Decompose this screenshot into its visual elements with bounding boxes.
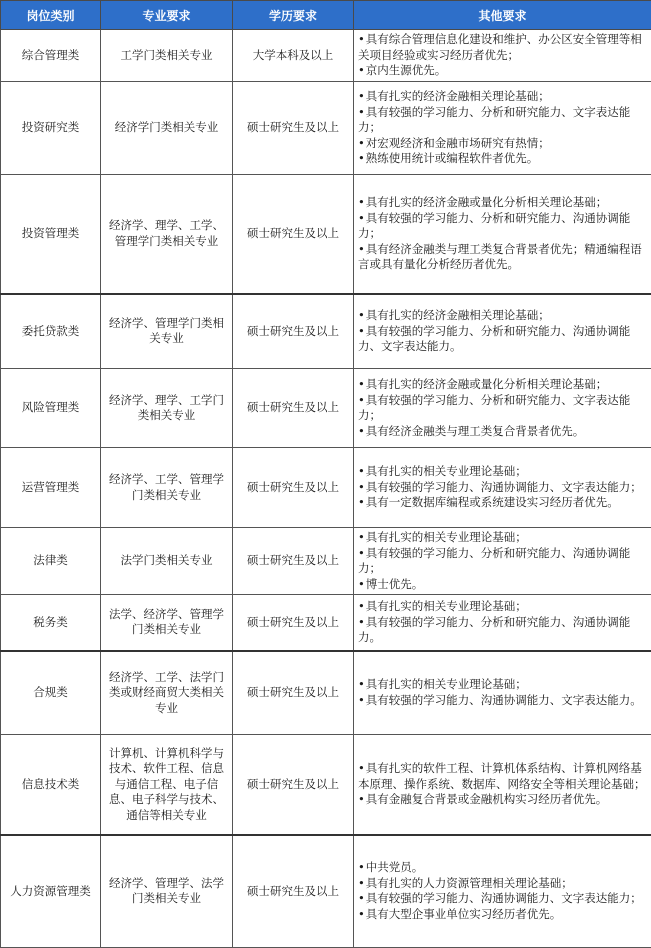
position-category: 运营管理类 (1, 448, 101, 528)
education-requirement: 硕士研究生及以上 (233, 528, 354, 595)
list-item (358, 324, 648, 355)
list-item (358, 464, 648, 480)
requirement-list (358, 32, 648, 79)
bullet-icon: • (358, 393, 365, 407)
requirement-text: 具有扎实的软件工程、计算机体系结构、计算机网络基本原理、操作系统、数据库、网络安全等相关理论基础； (358, 761, 646, 791)
list-item (358, 32, 648, 63)
bullet-icon: • (358, 89, 365, 103)
bullet-icon: • (358, 195, 365, 209)
education-requirement: 大学本科及以上 (233, 30, 354, 82)
list-item (358, 792, 648, 808)
bullet-icon: • (358, 761, 365, 775)
other-requirements (354, 369, 651, 448)
list-item (358, 211, 648, 242)
requirement-text: 博士优先。 (366, 577, 424, 591)
table-row (1, 735, 651, 835)
bullet-icon: • (358, 907, 365, 921)
table-row (1, 651, 651, 735)
requirement-list (358, 677, 648, 708)
bullet-icon: • (358, 32, 365, 46)
requirement-list (358, 89, 648, 167)
requirement-text: 具有较强的学习能力、沟通协调能力、文字表达能力。 (366, 693, 642, 707)
bullet-icon: • (358, 151, 365, 165)
list-item (358, 151, 648, 167)
bullet-icon: • (358, 480, 365, 494)
major-requirement: 经济学、工学、法学门类或财经商贸大类相关专业 (101, 651, 233, 735)
header-category: 岗位类别 (1, 1, 101, 30)
education-requirement: 硕士研究生及以上 (233, 82, 354, 175)
requirement-text: 具有扎实的经济金融相关理论基础； (366, 89, 550, 103)
table-row (1, 294, 651, 369)
header-other: 其他要求 (354, 1, 651, 30)
bullet-icon: • (358, 876, 365, 890)
bullet-icon: • (358, 105, 365, 119)
requirement-text: 具有经济金融类与理工类复合背景者优先；精通编程语言或具有量化分析经历者优先。 (358, 242, 642, 272)
other-requirements (354, 735, 651, 835)
requirement-list (358, 377, 648, 439)
header-major: 专业要求 (101, 1, 233, 30)
list-item (358, 891, 648, 907)
table-row (1, 82, 651, 175)
major-requirement: 经济学、管理学门类相关专业 (101, 294, 233, 369)
major-requirement: 经济学、理学、工学、管理学门类相关专业 (101, 175, 233, 294)
other-requirements (354, 595, 651, 651)
requirement-text: 具有扎实的相关专业理论基础； (366, 677, 527, 691)
education-requirement: 硕士研究生及以上 (233, 175, 354, 294)
list-item (358, 136, 648, 152)
position-category: 投资管理类 (1, 175, 101, 294)
education-requirement: 硕士研究生及以上 (233, 835, 354, 948)
position-category: 合规类 (1, 651, 101, 735)
table-row (1, 175, 651, 294)
other-requirements (354, 651, 651, 735)
education-requirement: 硕士研究生及以上 (233, 448, 354, 528)
bullet-icon: • (358, 324, 365, 338)
list-item (358, 615, 648, 646)
requirement-list (358, 308, 648, 355)
education-requirement: 硕士研究生及以上 (233, 369, 354, 448)
position-category: 投资研究类 (1, 82, 101, 175)
bullet-icon: • (358, 792, 365, 806)
table-body (1, 30, 651, 948)
list-item (358, 761, 648, 792)
list-item (358, 377, 648, 393)
major-requirement: 计算机、计算机科学与技术、软件工程、信息与通信工程、电子信息、电子科学与技术、通信等相关专业 (101, 735, 233, 835)
bullet-icon: • (358, 677, 365, 691)
position-category: 委托贷款类 (1, 294, 101, 369)
bullet-icon: • (358, 377, 365, 391)
list-item (358, 424, 648, 440)
header-education: 学历要求 (233, 1, 354, 30)
education-requirement: 硕士研究生及以上 (233, 651, 354, 735)
requirement-list (358, 530, 648, 592)
requirement-text: 具有一定数据库编程或系统建设实习经历者优先。 (366, 495, 619, 509)
major-requirement: 经济学、工学、管理学门类相关专业 (101, 448, 233, 528)
bullet-icon: • (358, 599, 365, 613)
requirement-text: 具有经济金融类与理工类复合背景者优先。 (366, 424, 585, 438)
position-category: 综合管理类 (1, 30, 101, 82)
requirement-text: 熟练使用统计或编程软件者优先。 (366, 151, 539, 165)
requirement-text: 具有扎实的相关专业理论基础； (366, 599, 527, 613)
position-category: 税务类 (1, 595, 101, 651)
position-category: 人力资源管理类 (1, 835, 101, 948)
requirement-list (358, 464, 648, 511)
other-requirements (354, 835, 651, 948)
bullet-icon: • (358, 615, 365, 629)
requirement-list (358, 761, 648, 808)
header-row (1, 1, 651, 30)
requirement-text: 具有较强的学习能力、分析和研究能力、文字表达能力； (358, 105, 630, 135)
bullet-icon: • (358, 308, 365, 322)
requirement-text: 具有扎实的经济金融或量化分析相关理论基础； (366, 195, 608, 209)
position-category: 风险管理类 (1, 369, 101, 448)
requirement-text: 中共党员。 (366, 860, 424, 874)
bullet-icon: • (358, 860, 365, 874)
requirement-text: 具有扎实的相关专业理论基础； (366, 464, 527, 478)
requirement-list (358, 195, 648, 273)
list-item (358, 677, 648, 693)
bullet-icon: • (358, 495, 365, 509)
table-row (1, 595, 651, 651)
bullet-icon: • (358, 530, 365, 544)
other-requirements (354, 82, 651, 175)
requirement-text: 对宏观经济和金融市场研究有热情； (366, 136, 550, 150)
list-item (358, 308, 648, 324)
major-requirement: 工学门类相关专业 (101, 30, 233, 82)
major-requirement: 经济学、管理学、法学门类相关专业 (101, 835, 233, 948)
major-requirement: 经济学、理学、工学门类相关专业 (101, 369, 233, 448)
bullet-icon: • (358, 424, 365, 438)
list-item (358, 693, 648, 709)
education-requirement: 硕士研究生及以上 (233, 595, 354, 651)
list-item (358, 105, 648, 136)
requirement-text: 具有较强的学习能力、分析和研究能力、沟通协调能力、文字表达能力。 (358, 324, 630, 354)
list-item (358, 495, 648, 511)
list-item (358, 89, 648, 105)
table-row (1, 369, 651, 448)
education-requirement: 硕士研究生及以上 (233, 735, 354, 835)
list-item (358, 242, 648, 273)
list-item (358, 63, 648, 79)
bullet-icon: • (358, 464, 365, 478)
requirement-list (358, 860, 648, 922)
list-item (358, 577, 648, 593)
bullet-icon: • (358, 891, 365, 905)
requirement-text: 具有扎实的经济金融相关理论基础； (366, 308, 550, 322)
list-item (358, 876, 648, 892)
requirement-list (358, 599, 648, 646)
requirement-text: 具有较强的学习能力、分析和研究能力、沟通协调能力； (358, 546, 630, 576)
table-row (1, 30, 651, 82)
list-item (358, 860, 648, 876)
requirement-text: 具有大型企事业单位实习经历者优先。 (366, 907, 562, 921)
requirement-text: 具有扎实的经济金融或量化分析相关理论基础； (366, 377, 608, 391)
major-requirement: 法学门类相关专业 (101, 528, 233, 595)
major-requirement: 经济学门类相关专业 (101, 82, 233, 175)
major-requirement: 法学、经济学、管理学门类相关专业 (101, 595, 233, 651)
requirement-text: 具有扎实的人力资源管理相关理论基础； (366, 876, 573, 890)
bullet-icon: • (358, 63, 365, 77)
requirement-text: 具有较强的学习能力、分析和研究能力、沟通协调能力； (358, 211, 630, 241)
position-category: 信息技术类 (1, 735, 101, 835)
requirement-text: 具有较强的学习能力、分析和研究能力、文字表达能力； (358, 393, 630, 423)
requirement-text: 具有较强的学习能力、沟通协调能力、文字表达能力； (366, 480, 642, 494)
table-row (1, 528, 651, 595)
list-item (358, 195, 648, 211)
education-requirement: 硕士研究生及以上 (233, 294, 354, 369)
table-row (1, 448, 651, 528)
bullet-icon: • (358, 136, 365, 150)
requirement-text: 具有较强的学习能力、沟通协调能力、文字表达能力； (366, 891, 642, 905)
list-item (358, 393, 648, 424)
requirement-text: 具有扎实的相关专业理论基础； (366, 530, 527, 544)
requirement-text: 具有金融复合背景或金融机构实习经历者优先。 (366, 792, 608, 806)
list-item (358, 480, 648, 496)
table-row (1, 835, 651, 948)
list-item (358, 530, 648, 546)
bullet-icon: • (358, 211, 365, 225)
list-item (358, 599, 648, 615)
bullet-icon: • (358, 693, 365, 707)
position-category: 法律类 (1, 528, 101, 595)
list-item (358, 907, 648, 923)
bullet-icon: • (358, 577, 365, 591)
bullet-icon: • (358, 546, 365, 560)
list-item (358, 546, 648, 577)
bullet-icon: • (358, 242, 365, 256)
requirement-text: 具有较强的学习能力、分析和研究能力、沟通协调能力。 (358, 615, 630, 645)
other-requirements (354, 528, 651, 595)
other-requirements (354, 448, 651, 528)
requirement-text: 具有综合管理信息化建设和维护、办公区安全管理等相关项目经验或实习经历者优先； (358, 32, 642, 62)
other-requirements (354, 294, 651, 369)
other-requirements (354, 30, 651, 82)
other-requirements (354, 175, 651, 294)
requirement-text: 京内生源优先。 (366, 63, 447, 77)
